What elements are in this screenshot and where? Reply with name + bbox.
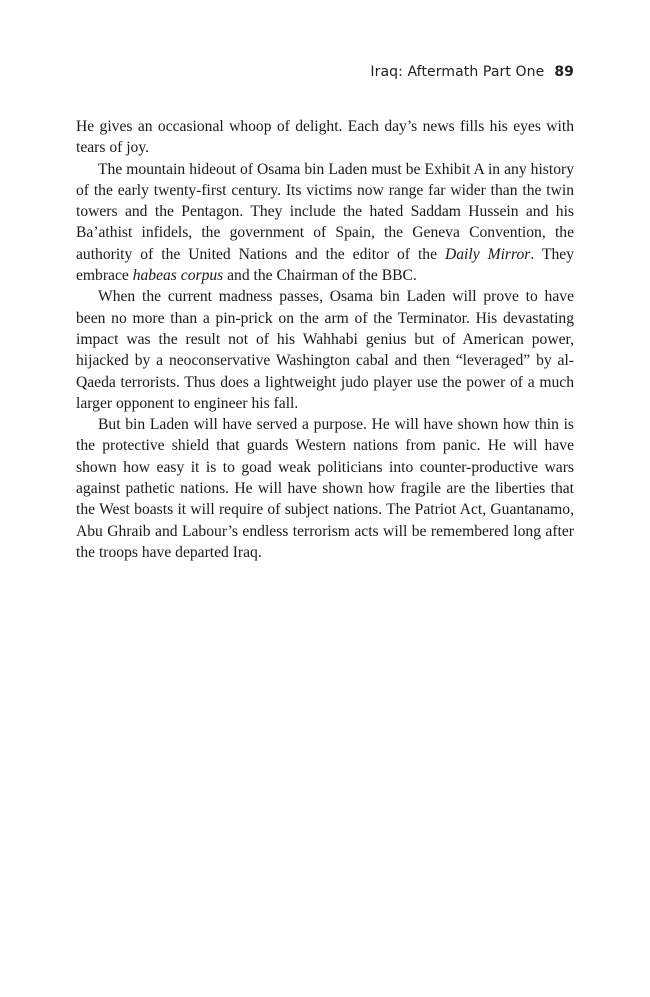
body-text (76, 116, 574, 563)
paragraph-4 (76, 414, 574, 563)
paragraph-2-italic-habeas-corpus: habeas corpus (132, 267, 224, 285)
paragraph-3-text: When the current madness passes, Osama bin Laden will prove to have been no more than a pin-prick on the arm of the Terminator. His devastating impact was the result not of his Wahhabi genius but of American power, hijacked by a neoconservative Washington cabal and then “leveraged” by al-Qaeda terrorists. Thus does a lightweight judo player use the power of a much larger opponent to engineer his fall. (76, 288, 574, 412)
page-number: 89 (554, 64, 574, 80)
paragraph-3 (76, 286, 574, 414)
paragraph-2-text-2: . They embrace (76, 245, 574, 285)
paragraph-2-italic-daily-mirror: Daily Mirror (444, 245, 531, 263)
running-head-title: Iraq: Aftermath Part One (370, 64, 545, 80)
paragraph-1-text: He gives an occasional whoop of delight. Each day’s news fills his eyes with tears of joy. (76, 118, 574, 157)
paragraph-2-text: The mountain hideout of Osama bin Laden must be Exhibit A in any history of the early twenty-first century. Its victims now range far wider than the twin towers and the Pentagon. They include the hated Saddam Hussein and his Ba’athist infidels, the government of Spain, the Geneva Convention, the authority of the United Nations and the editor of the (76, 160, 574, 263)
paragraph-2 (76, 159, 574, 287)
running-head (370, 64, 574, 80)
paragraph-4-text: But bin Laden will have served a purpose. He will have shown how thin is the protective shield that guards Western nations from panic. He will have shown how easy it is to goad weak politicians into counter-productive wars against pathetic nations. He will have shown how fragile are the liberties that the West boasts it will require of subject nations. The Patriot Act, Guantanamo, Abu Ghraib and Labour’s endless terrorism acts will be remembered long after the troops have departed Iraq. (76, 416, 574, 561)
paragraph-1 (76, 116, 574, 159)
paragraph-2-text-3: and the Chairman of the BBC. (223, 267, 417, 285)
